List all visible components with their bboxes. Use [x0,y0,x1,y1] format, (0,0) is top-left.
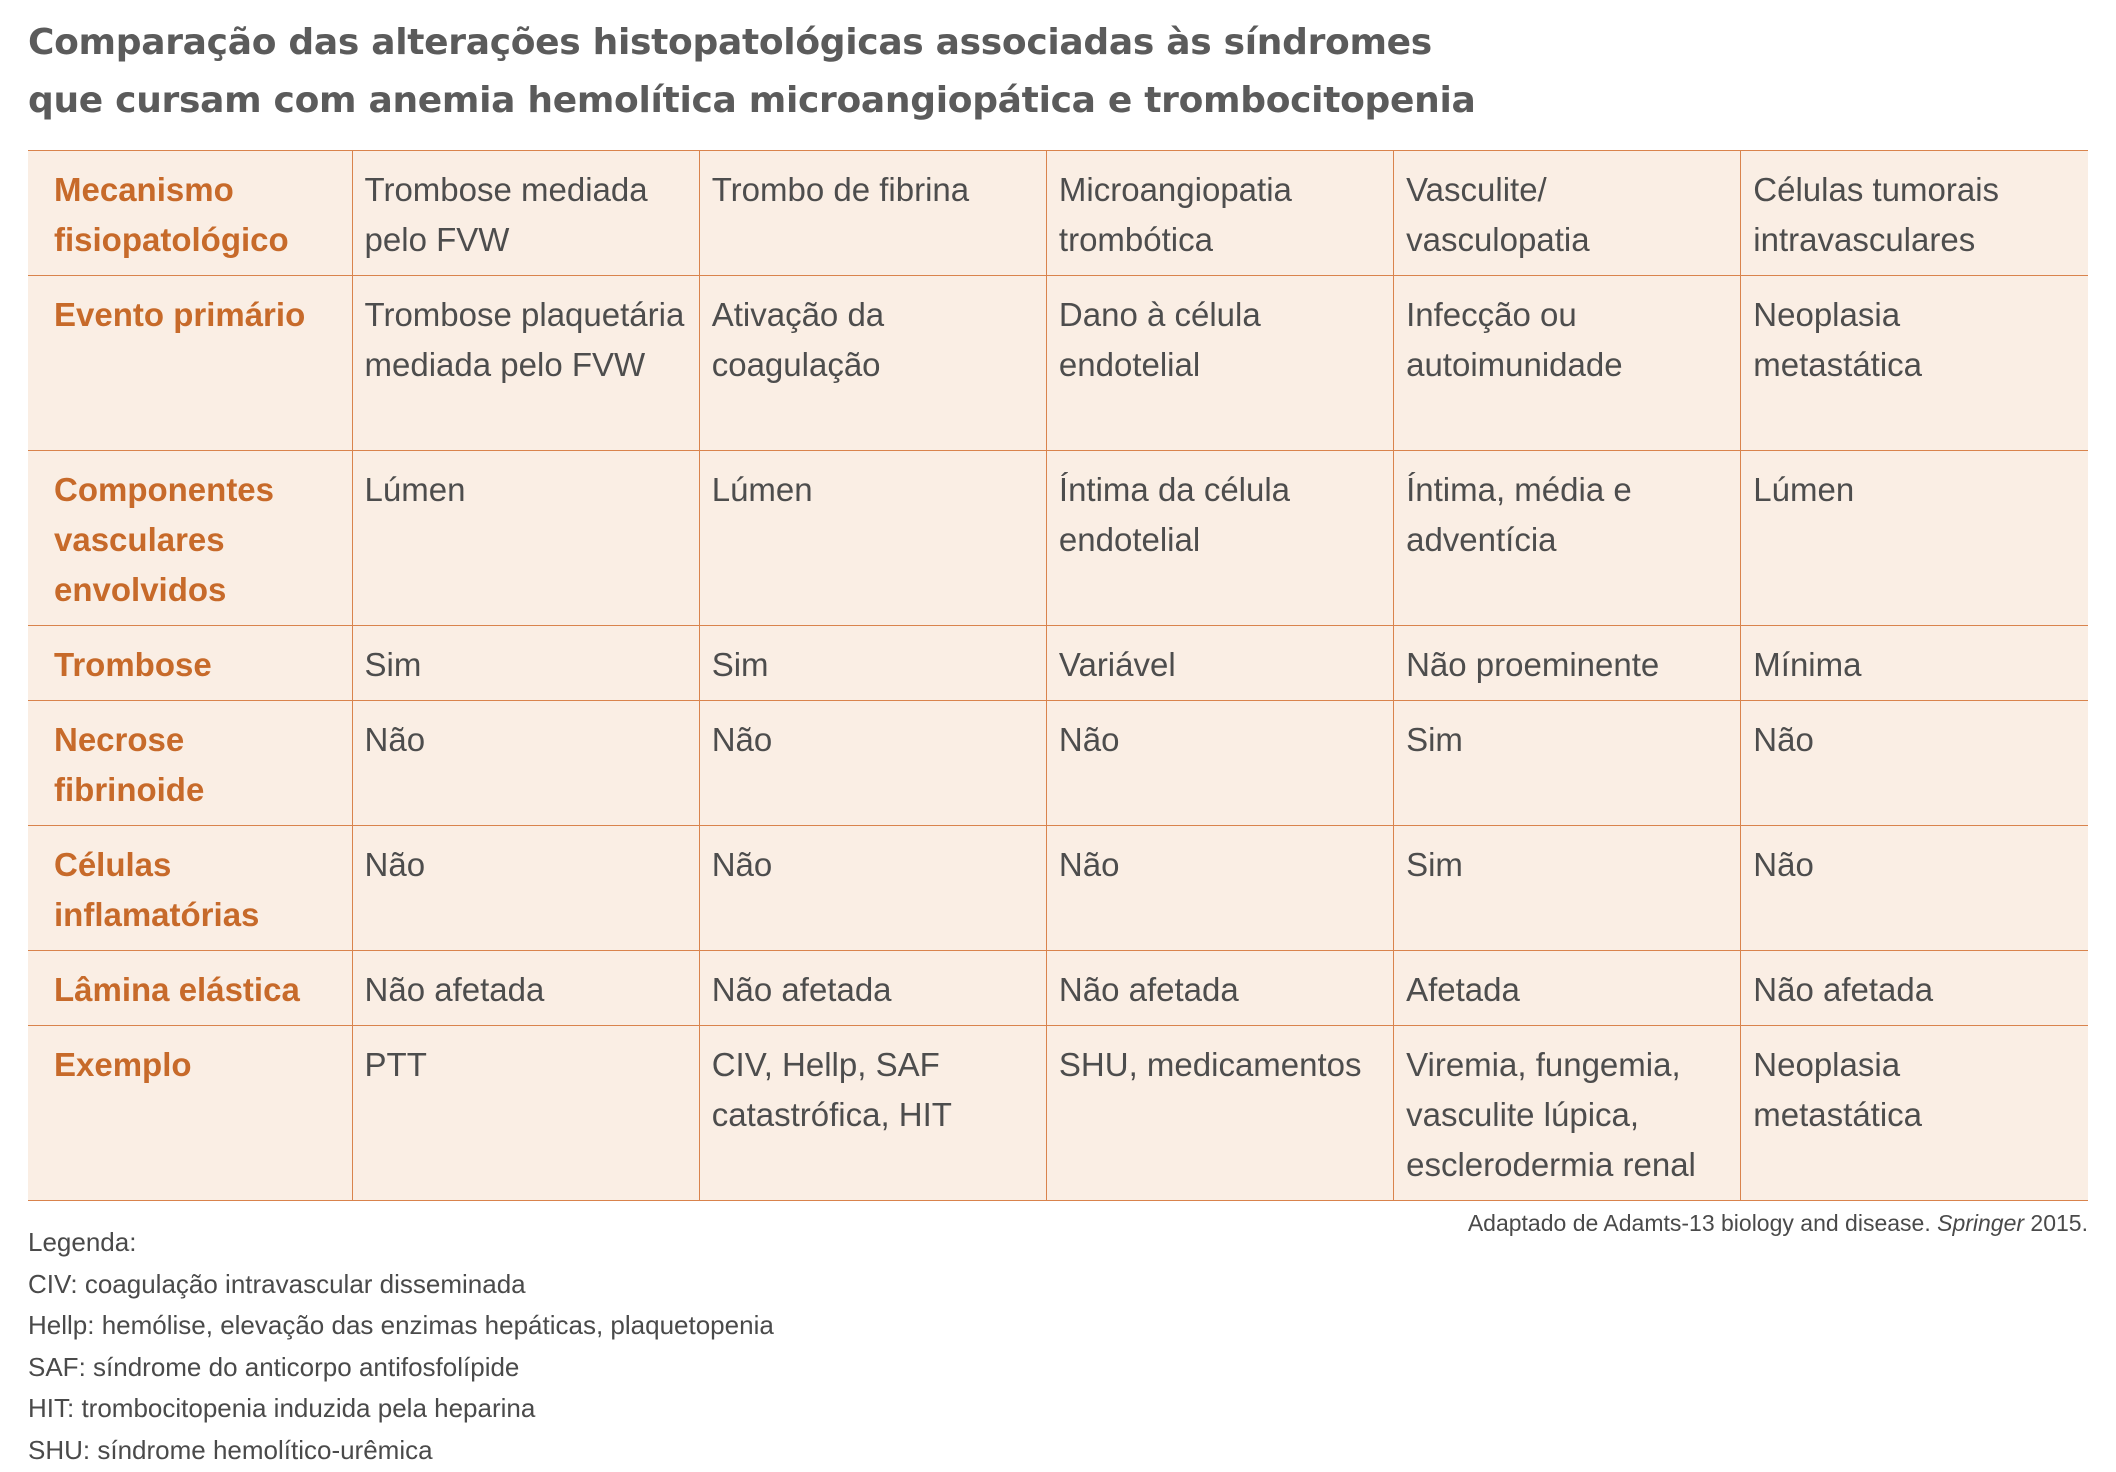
table-cell: Sim [699,626,1046,701]
legend-title: Legenda: [28,1227,137,1257]
table-cell: Dano à célula endotelial [1046,276,1393,451]
table-cell: Não [352,701,699,826]
legend-item: CIV: coagulação intravascular disseminada [28,1268,526,1299]
table-cell: Células tumorais intravasculares [1741,151,2088,276]
table-cell: Infecção ou autoimunidade [1394,276,1741,451]
row-header: Exemplo [28,1026,352,1201]
table-cell: Não afetada [1046,951,1393,1026]
legend-item: Hellp: hemólise, elevação das enzimas hepáticas, plaquetopenia [28,1310,774,1340]
table-row-lamina [28,951,2088,1026]
table-cell: CIV, Hellp, SAF catastrófica, HIT [699,1026,1046,1201]
legend-item: SHU: síndrome hemolítico-urêmica [28,1434,433,1465]
page-title [28,14,2088,130]
table-cell: Variável [1046,626,1393,701]
table-row-mecanismo [28,151,2088,276]
row-header: Necrose fibrinoide [28,701,352,826]
table-row-trombose [28,626,2088,701]
table-cell: Não afetada [699,951,1046,1026]
title-line-2: que cursam com anemia hemolítica microangiopática e trombocitopenia [28,80,1476,121]
table-cell: Íntima, média e adventícia [1394,451,1741,626]
table-cell: Não [1741,701,2088,826]
legend-item: HIT: trombocitopenia induzida pela heparina [28,1393,536,1423]
table-cell: Não proeminente [1394,626,1741,701]
row-header: Mecanismo fisiopatológico [28,151,352,276]
row-header: Evento primário [28,276,352,451]
table-row-necrose [28,701,2088,826]
table-cell: Viremia, fungemia, vasculite lúpica, esclerodermia renal [1394,1026,1741,1201]
table-cell: Lúmen [352,451,699,626]
table-cell: Afetada [1394,951,1741,1026]
table-cell: Ativação da coagulação [699,276,1046,451]
table-cell: Não [1741,826,2088,951]
table-row-celulas [28,826,2088,951]
source-prefix: Adaptado de Adamts-13 biology and disease. [1467,1210,1938,1236]
table-row-componentes [28,451,2088,626]
table-cell: Microangiopatia trombótica [1046,151,1393,276]
row-header: Células inflamatórias [28,826,352,951]
table-row-evento [28,276,2088,451]
table-cell: Vasculite/ vasculopatia [1394,151,1741,276]
table-cell: Lúmen [1741,451,2088,626]
row-header: Lâmina elástica [28,951,352,1026]
table-cell: PTT [352,1026,699,1201]
row-header: Componentes vasculares envolvidos [28,451,352,626]
source-journal: Springer [1937,1210,2025,1236]
table-cell: Mínima [1741,626,2088,701]
table-cell: Sim [1394,826,1741,951]
source-year: 2015. [2024,1210,2088,1236]
table-row-exemplo [28,1026,2088,1201]
table-cell: Não afetada [1741,951,2088,1026]
table-cell: Trombo de fibrina [699,151,1046,276]
table-cell: Não [1046,826,1393,951]
table-cell: Sim [1394,701,1741,826]
table-cell: Não [352,826,699,951]
table-cell: Sim [352,626,699,701]
table-cell: Trombose mediada pelo FVW [352,151,699,276]
source-citation [1468,1210,2088,1237]
table-cell: Íntima da célula endotelial [1046,451,1393,626]
title-line-1: Comparação das alterações histopatológicas associadas às síndromes [28,22,1432,63]
table-cell: Neoplasia metastática [1741,1026,2088,1201]
table-cell: SHU, medicamentos [1046,1026,1393,1201]
comparison-table [28,150,2088,1201]
table-cell: Trombose plaquetária mediada pelo FVW [352,276,699,451]
table-cell: Não [699,701,1046,826]
legend [28,1222,774,1471]
legend-item: SAF: síndrome do anticorpo antifosfolípide [28,1351,520,1382]
table-cell: Lúmen [699,451,1046,626]
table-cell: Não afetada [352,951,699,1026]
table-cell: Não [1046,701,1393,826]
table-cell: Neoplasia metastática [1741,276,2088,451]
row-header: Trombose [28,626,352,701]
table-cell: Não [699,826,1046,951]
